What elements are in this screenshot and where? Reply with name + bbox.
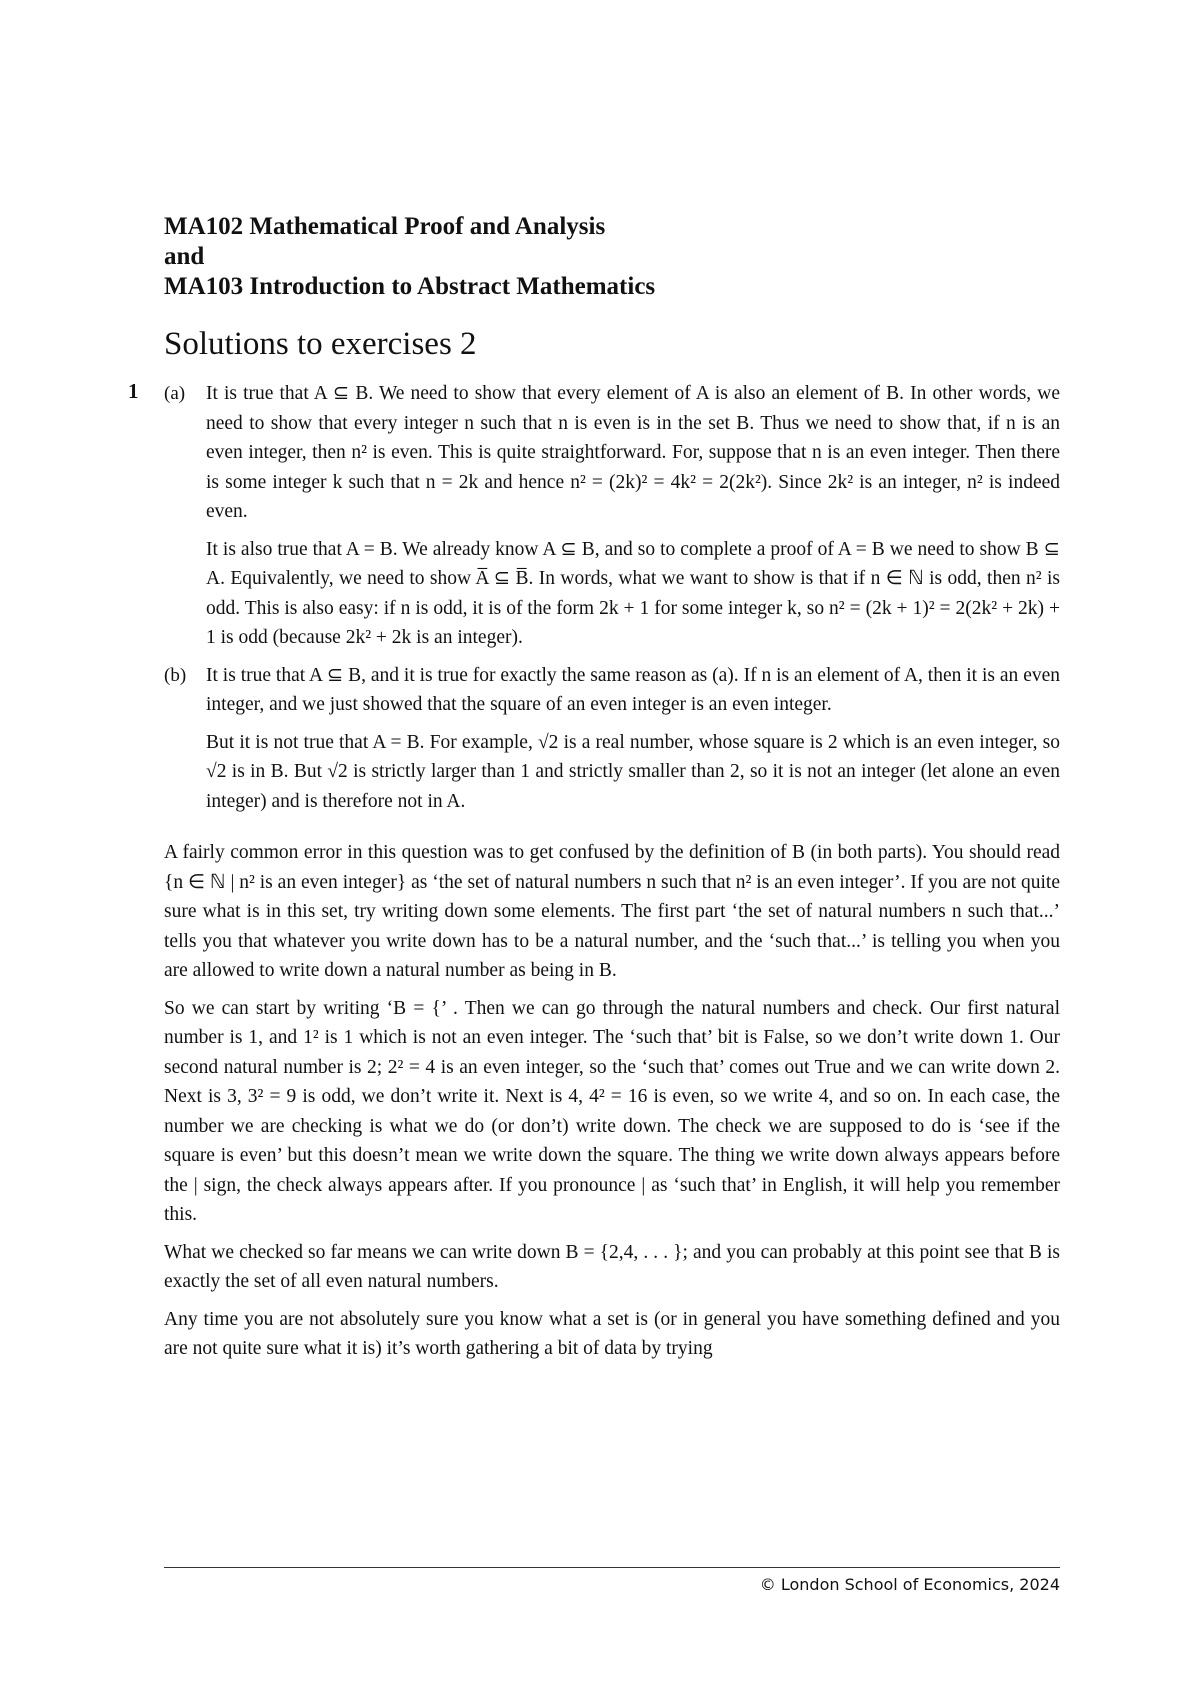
part-b-paragraph-1: It is true that A ⊆ B, and it is true for exactly the same reason as (a). If n is an element of A, then it is an even integer, and we just showed that the square of an even integer is an even integer. [206, 664, 1060, 715]
footer-copyright: © London School of Economics, 2024 [759, 1575, 1060, 1594]
part-a-paragraph-2: It is also true that A = B. We already know A ⊆ B, and so to complete a proof of A = B we need to show B ⊆ A. Equivalently, we need to show A̅ ⊆ B̅. In words, what we want to show is that if n ∈ ℕ is odd, then n² is odd. This is also easy: if n is odd, it is of the form 2k + 1 for some integer k, so n² = (2k + 1)² = 2(2k² + 2k) + 1 is odd (because 2k² + 2k is an integer). [206, 538, 1060, 648]
general-paragraph-3: What we checked so far means we can write down B = {2,4, . . . }; and you can probably at this point see that B is exactly the set of all even natural numbers. [164, 1241, 1060, 1292]
part-a [164, 379, 1060, 661]
footer-divider [164, 1567, 1060, 1568]
part-a-paragraph-1: It is true that A ⊆ B. We need to show that every element of A is also an element of B. In other words, we need to show that every integer n such that n is even is in the set B. Thus we need to show that, if n is an even integer, then n² is even. This is quite straightforward. For, suppose that n is an even integer. Then there is some integer k such that n = 2k and hence n² = (2k)² = 4k² = 2(2k²). Since 2k² is an integer, n² is indeed even. [206, 383, 1060, 522]
general-paragraph-4: Any time you are not absolutely sure you know what a set is (or in general you have something defined and you are not quite sure what it is) it’s worth gathering a bit of data by trying [164, 1308, 1060, 1359]
course-title-1: MA102 Mathematical Proof and Analysis [164, 213, 606, 240]
page-subtitle: Solutions to exercises 2 [164, 326, 477, 362]
course-title-and: and [164, 243, 205, 270]
question-1 [128, 379, 1060, 824]
page-content [128, 212, 1060, 1372]
course-title-2: MA103 Introduction to Abstract Mathematics [164, 273, 656, 300]
general-paragraph-2: So we can start by writing ‘B = {’ . Then we can go through the natural numbers and check. Our first natural number is 1, and 1² is 1 which is not an even integer. The ‘such that’ bit is False, so we don’t write down 1. Our second natural number is 2; 2² = 4 is an even integer, so the ‘such that’ comes out True and we can write down 2. Next is 3, 3² = 9 is odd, we don’t write it. Next is 4, 4² = 16 is even, so we write 4, and so on. In each case, the number we are checking is what we do (or don’t) write down. The check we are supposed to do is ‘see if the square is even’ but this doesn’t mean we write down the square. The thing we write down always appears before the | sign, the check always appears after. If you pronounce | as ‘such that’ in English, it will help you remember this. [164, 997, 1060, 1225]
part-b-paragraph-2: But it is not true that A = B. For example, √2 is a real number, whose square is 2 which is an even integer, so √2 is in B. But √2 is strictly larger than 1 and strictly smaller than 2, so it is not an integer (let alone an even integer) and is therefore not in A. [206, 731, 1060, 812]
part-b-label: (b) [164, 664, 187, 686]
general-paragraph-1: A fairly common error in this question was to get confused by the definition of B (in both parts). You should read {n ∈ ℕ | n² is an even integer} as ‘the set of natural numbers n such that n² is an even integer’. If you are not quite sure what is in this set, try writing down some elements. The first part ‘the set of natural numbers n such that...’ tells you that whatever you write down has to be a natural number, and the ‘such that...’ is telling you when you are allowed to write down a natural number as being in B. [164, 842, 1060, 981]
question-number: 1 [128, 379, 139, 403]
part-b [164, 661, 1060, 825]
part-a-label: (a) [164, 383, 186, 404]
